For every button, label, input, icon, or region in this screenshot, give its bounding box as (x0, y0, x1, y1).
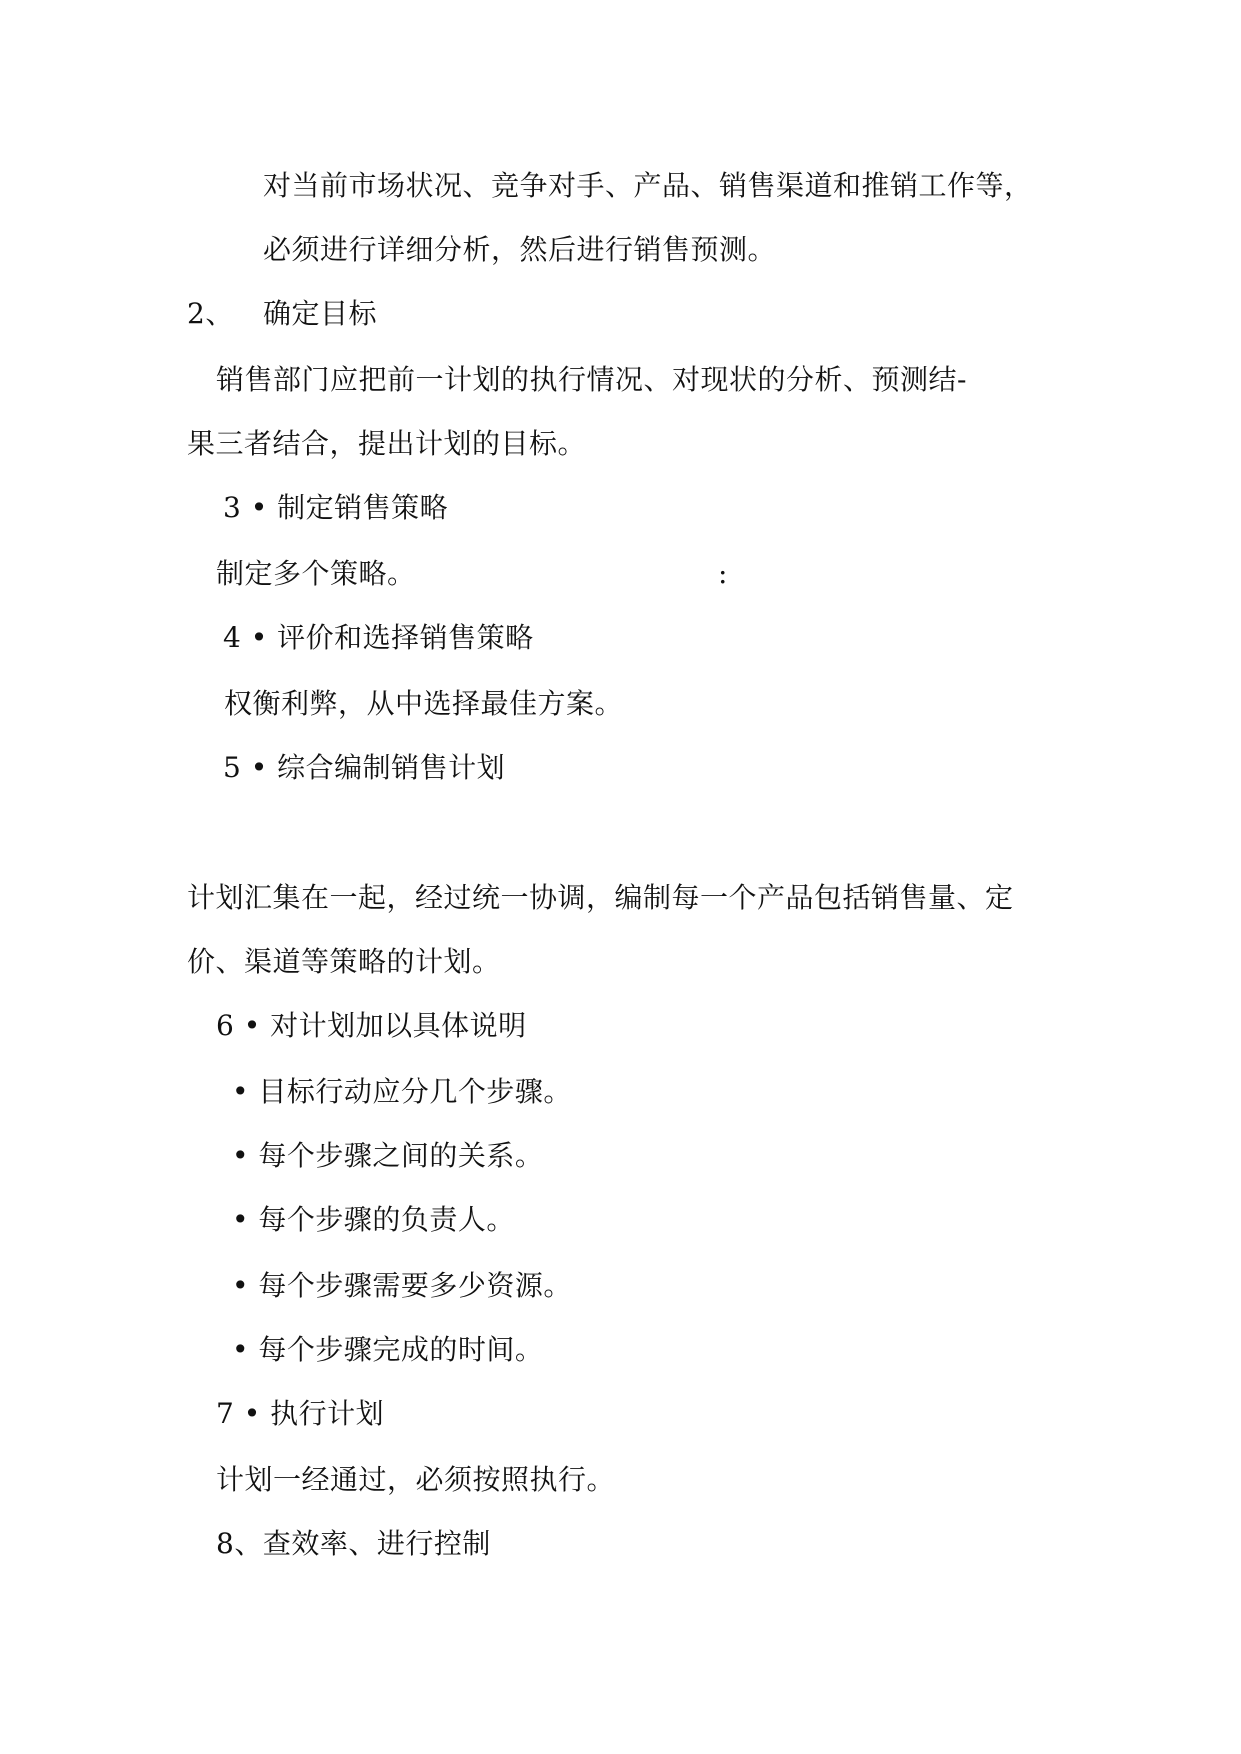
section-heading: 4 • 评价和选择销售策略 (223, 621, 534, 654)
paragraph-line: 销售部门应把前一计划的执行情况、对现状的分析、预测结- (216, 363, 967, 396)
section-heading: 7 • 执行计划 (216, 1397, 385, 1430)
stray-mark: : (718, 557, 728, 590)
section-heading: 确定目标 (263, 297, 378, 330)
section-heading: 6 • 对计划加以具体说明 (216, 1009, 527, 1042)
paragraph-line: 权衡利弊，从中选择最佳方案。 (224, 687, 624, 720)
paragraph-line: 计划汇集在一起，经过统一协调，编制每一个产品包括销售量、定 (187, 881, 1014, 914)
bullet-item: • 每个步骤之间的关系。 (232, 1139, 544, 1172)
paragraph-line: 价、渠道等策略的计划。 (187, 945, 501, 978)
paragraph-line: 计划一经通过，必须按照执行。 (216, 1463, 616, 1496)
bullet-item: • 目标行动应分几个步骤。 (232, 1075, 572, 1108)
bullet-item: • 每个步骤完成的时间。 (232, 1333, 544, 1366)
bullet-item: • 每个步骤需要多少资源。 (232, 1269, 572, 1302)
section-number: 2、 (187, 297, 234, 330)
section-heading: 8、查效率、进行控制 (216, 1527, 491, 1560)
section-heading: 5 • 综合编制销售计划 (223, 751, 506, 784)
section-heading: 3 • 制定销售策略 (223, 491, 449, 524)
paragraph-line: 对当前市场状况、竞争对手、产品、销售渠道和推销工作等， (263, 169, 1033, 202)
paragraph-line: 果三者结合，提出计划的目标。 (187, 427, 587, 460)
bullet-item: • 每个步骤的负责人。 (232, 1203, 515, 1236)
paragraph-line: 必须进行详细分析，然后进行销售预测。 (263, 233, 777, 266)
paragraph-line: 制定多个策略。 (216, 557, 416, 590)
